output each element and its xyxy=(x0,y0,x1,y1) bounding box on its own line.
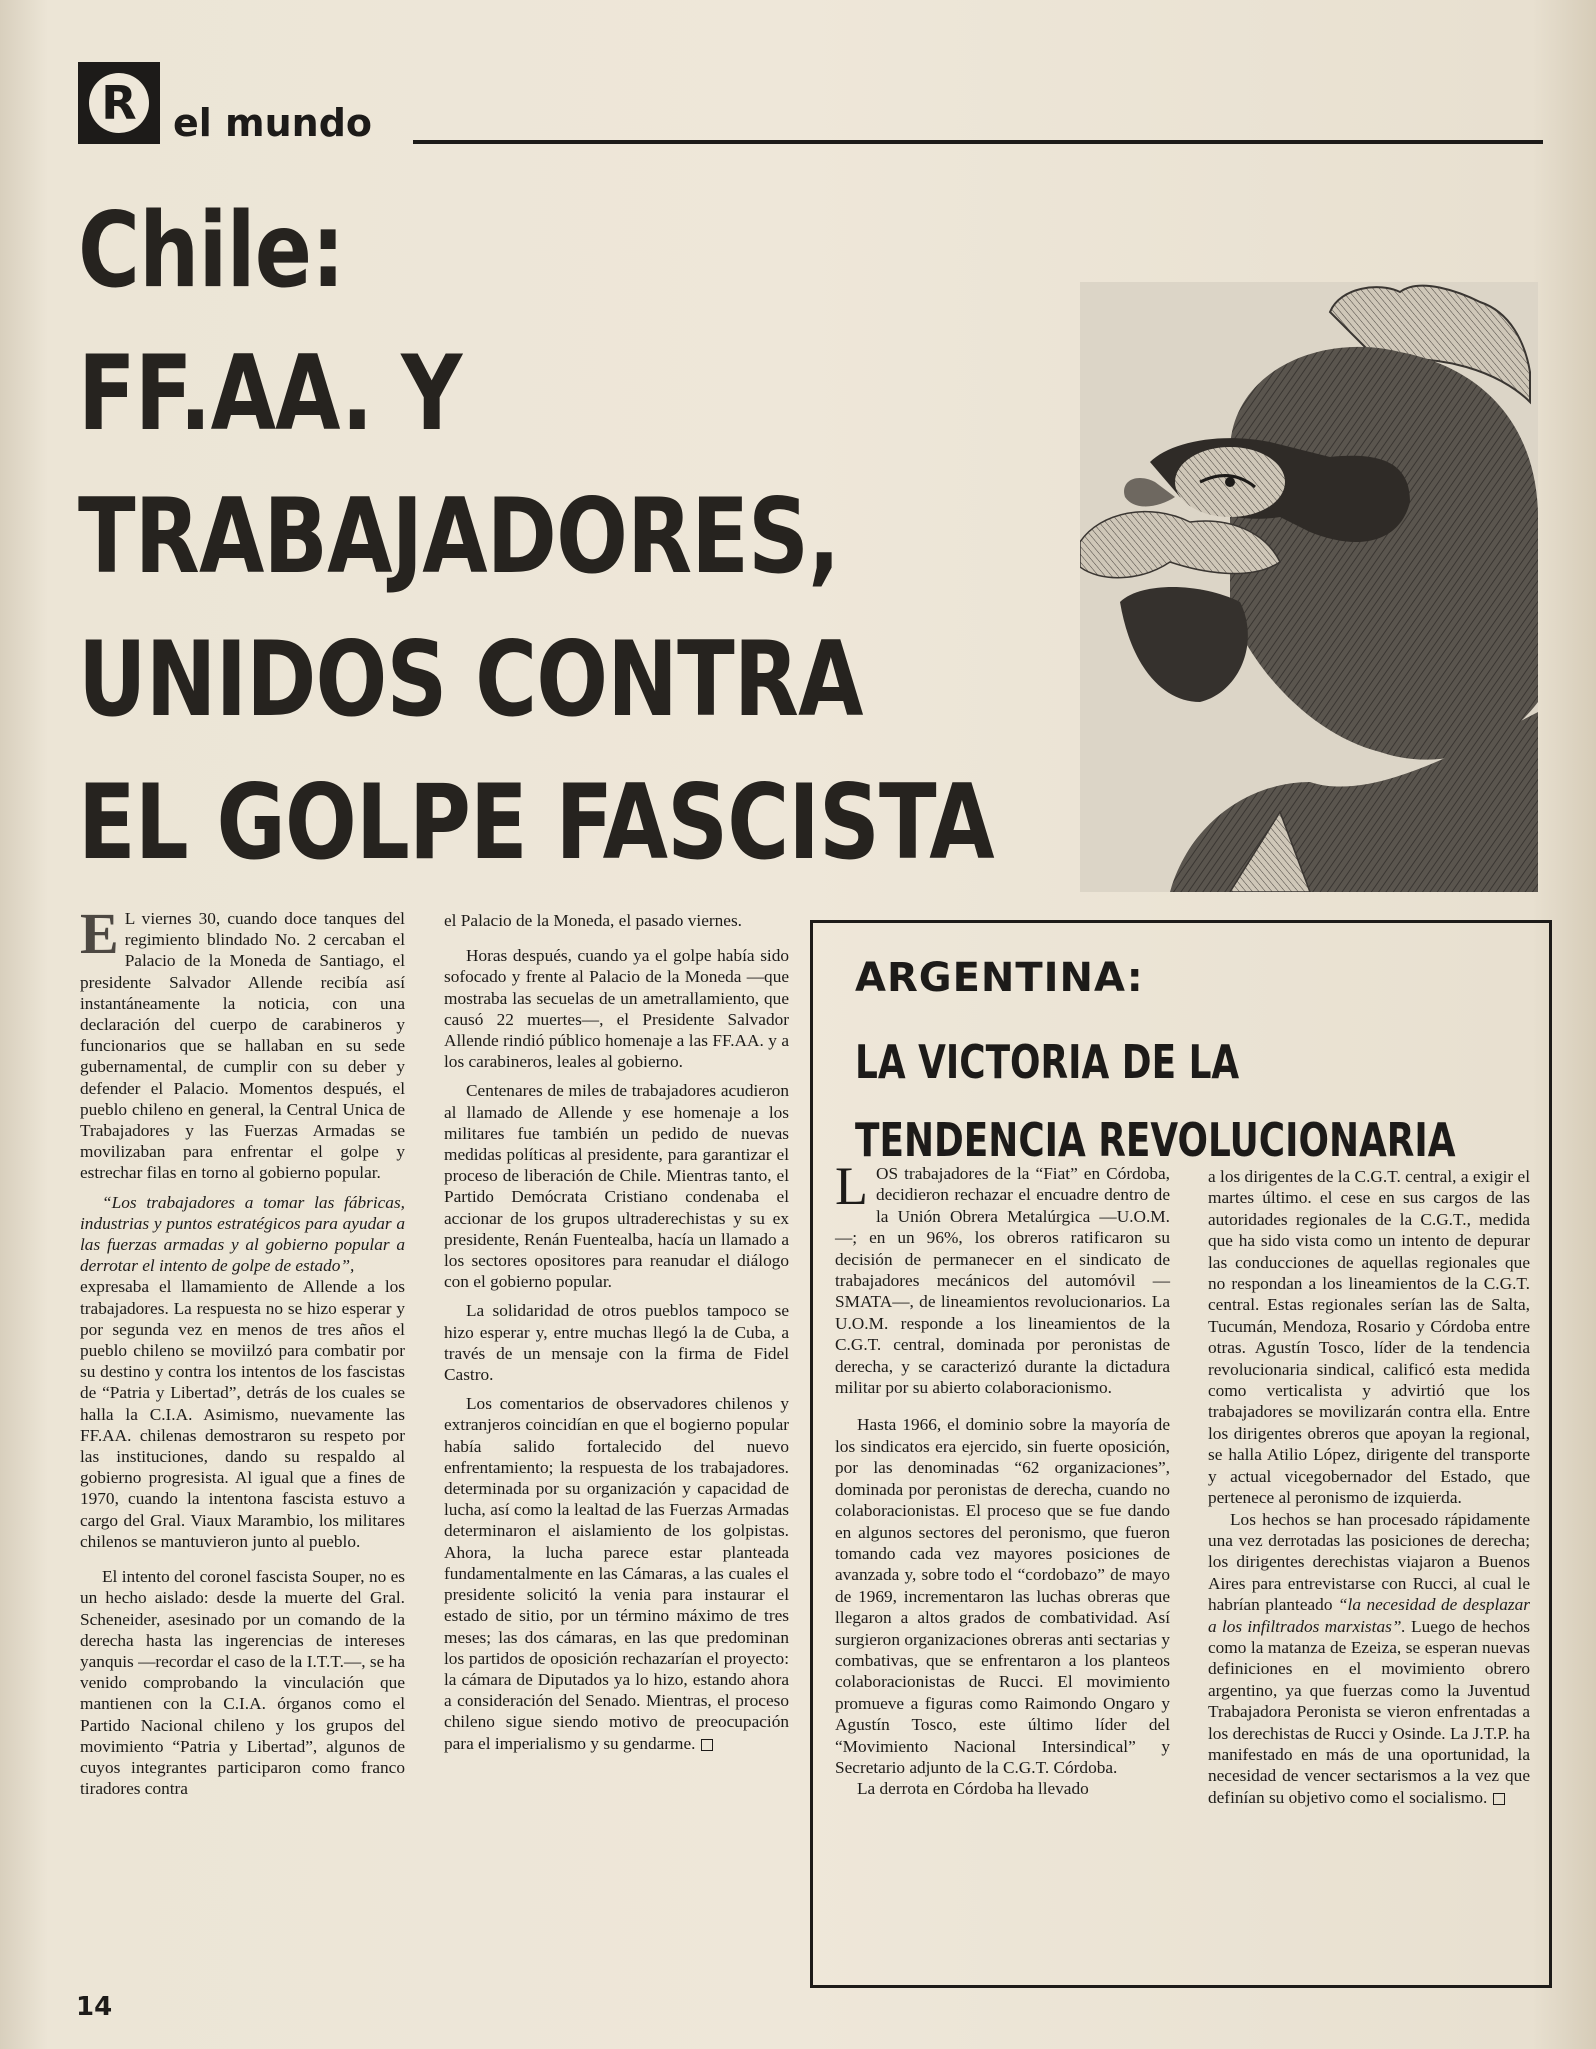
boxed-article-title-line-1: LA VICTORIA DE LA xyxy=(855,1035,1240,1089)
headline xyxy=(78,180,994,895)
boxed-article-column-2 xyxy=(1208,1166,1530,1808)
logo-letter: R xyxy=(101,76,137,130)
main-article-paragraph: Centenares de miles de trabajadores acudieron al llamado de Allende y ese homenaje a los militares fue también un pedido de nuevas medidas políticas al presidente, para garantizar el proceso de liberación de Chile. Mientras tanto, el Partido Demócrata Cristiano condenaba el accionar de los grupos ultraderechistas y su ex presidente, Renán Fuentealba, hacía un llamado a los sectores opositores para reanudar el diálogo con el gobierno popular. xyxy=(444,1081,789,1292)
main-article-paragraph: La solidaridad de otros pueblos tampoco se hizo esperar y, entre muchas llegó la de Cuba, a través de un mensaje con la firma de Fidel Castro. xyxy=(444,1301,789,1385)
main-article-paragraph: el Palacio de la Moneda, el pasado viernes. xyxy=(444,911,742,930)
main-article-column-2 xyxy=(444,910,789,1754)
main-article-quote: “Los trabajadores a tomar las fábricas, industrias y puntos estratégicos para ayudar a las fuerzas armadas y al gobierno popular a derrotar el intento de golpe de estado”, xyxy=(80,1192,405,1276)
section-header xyxy=(78,62,1544,152)
boxed-article-title-line-2: TENDENCIA REVOLUCIONARIA xyxy=(855,1113,1456,1167)
headline-line-3: TRABAJADORES, xyxy=(78,477,840,597)
main-article-paragraph: El intento del coronel fascista Souper, no es un hecho aislado: desde la muerte del Gral. Scheneider, asesinado por un comando de la derecha hasta las ingerencias de intereses yanquis —recordar el caso de la I.T.T.—, se ha venido comprobando la vinculación que mantienen con la C.I.A. órganos como el Partido Nacional chileno y los grupos del movimiento “Patria y Libertad”, algunos de cuyos integrantes participaron como franco tiradores contra xyxy=(80,1567,405,1799)
section-rule xyxy=(413,140,1543,144)
end-of-article-mark xyxy=(1493,1793,1505,1805)
boxed-article-kicker: ARGENTINA: xyxy=(855,955,1144,1001)
main-article-paragraph: E L viernes 30, cuando doce tanques del regimiento blindado No. 2 cercaban el Palacio de la Moneda de Santiago, el presidente Salvador Allende recibía así instantáneamente la noticia, con una declaración del cuerpo de carabineros y funcionarios que se hallaban en su sede gubernamental, de cumplir con su deber y defender el Palacio. Momentos después, el pueblo chileno en general, la Central Unica de Trabajadores y las Fuerzas Armadas se movilizaban para enfrentar el golpe y estrechar filas en torno al gobierno popular. xyxy=(80,901,405,1183)
boxed-article-title xyxy=(855,1023,1456,1179)
main-article-dropcap: E xyxy=(80,901,119,966)
headline-line-2: FF.AA. Y xyxy=(78,334,462,454)
headline-line-5: EL GOLPE FASCISTA xyxy=(78,763,994,883)
main-article-paragraph: expresaba el llamamiento de Allende a los trabajadores. La respuesta no se hizo esperar y por segunda vez en menos de tres años el pueblo chileno se moviilzó para combatir por su destino y contra los intentos de los fascistas de “Patria y Libertad”, detrás de los cuales se halla la C.I.A. Asimismo, nuevamente las FF.AA. chilenas demostraron su respeto por las instituciones, dando su respaldo al gobierno progresista. Al igual que a fines de 1970, cuando la intentona fascista estuvo a cargo del Gral. Viaux Marambio, los militares chilenos se mantuvieron junto al pueblo. xyxy=(80,1277,405,1551)
headline-line-1: Chile: xyxy=(78,191,345,311)
section-name: el mundo xyxy=(173,101,373,145)
page-number: 14 xyxy=(76,1992,113,2022)
boxed-article xyxy=(810,920,1552,1988)
boxed-article-paragraph: Los hechos se han procesado rápidamente una vez derrotadas las posiciones de derecha; los dirigentes derechistas viajaron a Buenos Aires para entrevistarse con Rucci, al cual le habrían planteado “la necesidad de desplazar a los infiltrados marxistas”. Luego de hechos como la matanza de Ezeiza, se esperan nuevas definiciones en el movimiento obrero argentino, ya que fuerzas como la Juventud Trabajadora Peronista se vieron enfrentadas a los derechistas de Rucci y Osinde. La J.T.P. ha manifestado en más de una oportunidad, la necesidad de vencer sectarismos a la vez que definían su objetivo como el socialismo. xyxy=(1208,1509,1530,1807)
main-article-paragraph: Los comentarios de observadores chilenos y extranjeros coincidían en que el bogierno popular había salido fortalecido del nuevo enfrentamiento; la respuesta de los trabajadores. determinada por su organización y capacidad de lucha, así como la lealtad de las Fuerzas Armadas determinaron el aislamiento de los golpistas. Ahora, la lucha parece estar planteada fundamentalmente en las Cámaras, a las cuales el presidente solicitó la venia para instaurar el estado de sitio, por un término máximo de tres meses; las dos cámaras, en las que predominan los partidos de oposición rechazarían el proyecto: la cámara de Diputados ya lo hizo, estando ahora a consideración del Senado. Mientras, el proceso chileno sigue siendo motivo de preocupación para el imperialismo y su gendarme. xyxy=(444,1394,789,1753)
boxed-article-paragraph: a los dirigentes de la C.G.T. central, a exigir el martes último. el cese en sus cargos de las autoridades regionales de la C.G.T., medida que ha sido vista como un intento de depurar las conducciones de aquellas regionales que no respondan a los lineamientos de la C.G.T. central. Estas regionales serían las de Salta, Tucumán, Mendoza, Rosario y Córdoba entre otras. Agustín Tosco, líder de la tendencia revolucionaria sindical, calificó esta medida como verticalista y advirtió que los trabajadores se movilizarán contra ella. Entre los dirigentes obreros que apoyan la regional, se halla Atilio López, dirigente del transporte y actual vicegobernador del Estado, que pertenece al peronismo de izquierda. xyxy=(1208,1167,1530,1508)
caricature-illustration xyxy=(1080,282,1538,892)
boxed-article-paragraph: LOS trabajadores de la “Fiat” en Córdoba, decidieron rechazar el encuadre dentro de la Unión Obrera Metalúrgica —U.O.M.—; en un 96%, los obreros ratificaron su decisión de permanecer en el sindicato de trabajadores mecánicos del automóvil —SMATA—, de lineamientos revolucionarios. La U.O.M. responde a los lineamientos de la C.G.T. central, dominada por peronistas de derecha, y se caracterizó durante la dictadura militar por su abierto colaboracionismo. xyxy=(835,1156,1170,1398)
caricature-drawing xyxy=(1080,282,1538,892)
boxed-article-dropcap: L xyxy=(835,1156,868,1216)
headline-line-4: UNIDOS CONTRA xyxy=(78,620,863,740)
boxed-article-quote: “la necesidad de desplazar a los infiltrados marxistas”. xyxy=(1208,1595,1530,1636)
boxed-article-column-1 xyxy=(835,1156,1170,1800)
main-article-paragraph: Horas después, cuando ya el golpe había sido sofocado y frente al Palacio de la Moneda —que mostraba las secuelas de un ametrallamiento, que causó 22 muertes—, el Presidente Salvador Allende rindió público homenaje a las FF.AA. y a los carabineros, leales al gobierno. xyxy=(444,946,789,1072)
boxed-article-paragraph: Hasta 1966, el dominio sobre la mayoría de los sindicatos era ejercido, sin fuerte oposición, por las denominadas “62 organizaciones”, dominada por peronistas de derecha, cuando no colaboracionistas. El proceso que se fue dando en algunos sectores del peronismo, que fueron tomando cada vez mayores posiciones de avanzada y, sobre todo el “cordobazo” de mayo de 1969, incrementaron las luchas obreras que llegaron a altos grados de combatividad. Así surgieron organizaciones obreras anti sectarias y combativas, que se enfrentaron a los planteos colaboracionistas de Rucci. El movimiento promueve a figuras como Raimondo Ongaro y Agustín Tosco, este último líder del “Movimiento Nacional Intersindical” y Secretario adjunto de la C.G.T. Córdoba. xyxy=(835,1415,1170,1777)
magazine-logo xyxy=(78,62,160,144)
end-of-article-mark xyxy=(701,1739,713,1751)
logo-circle xyxy=(89,73,149,133)
boxed-article-paragraph: La derrota en Córdoba ha llevado xyxy=(857,1779,1089,1799)
main-article-column-1 xyxy=(80,901,405,1799)
